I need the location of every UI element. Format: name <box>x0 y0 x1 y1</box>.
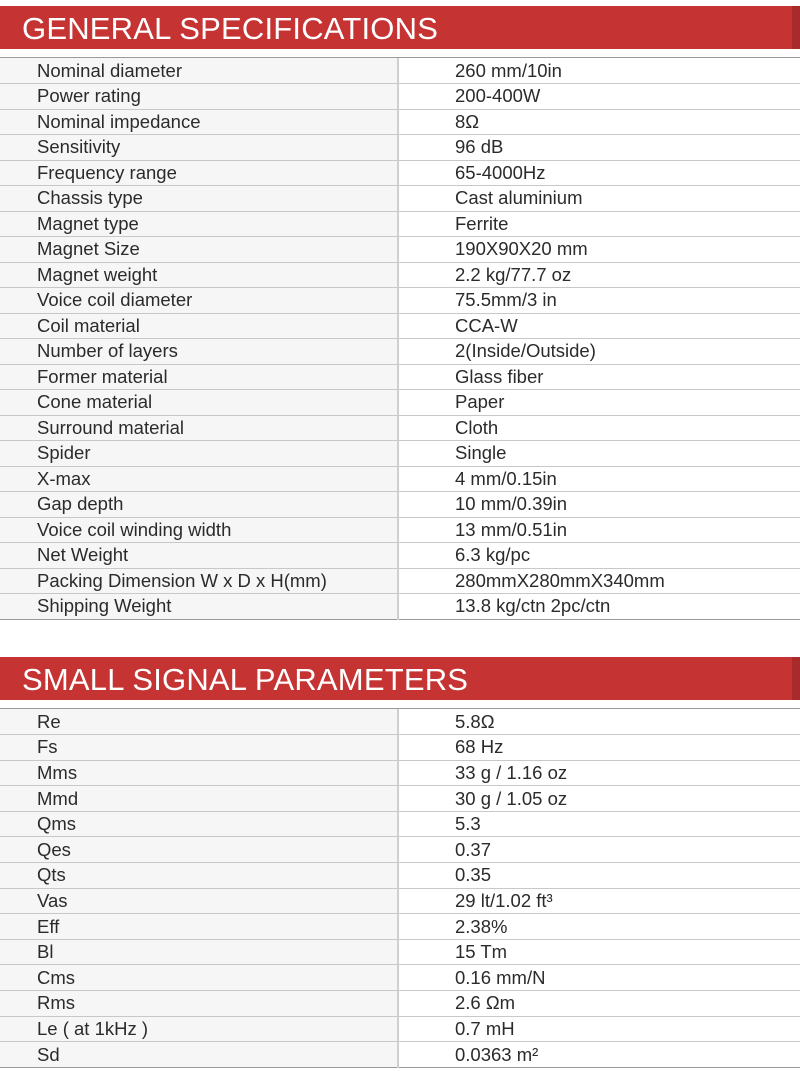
spec-label: Power rating <box>0 84 398 110</box>
spec-value: CCA-W <box>398 313 800 339</box>
spec-row <box>0 709 800 735</box>
spec-value: 2.6 Ωm <box>398 991 800 1017</box>
header-edge-shade <box>792 657 800 700</box>
spec-label: Mms <box>0 760 398 786</box>
spec-label: Chassis type <box>0 186 398 212</box>
spec-value: 280mmX280mmX340mm <box>398 568 800 594</box>
spec-value: 2(Inside/Outside) <box>398 339 800 365</box>
spec-row <box>0 415 800 441</box>
spec-label: Voice coil diameter <box>0 288 398 314</box>
spec-label: Re <box>0 709 398 735</box>
spec-label: Qts <box>0 863 398 889</box>
spec-value: Paper <box>398 390 800 416</box>
spec-row <box>0 914 800 940</box>
spec-row <box>0 313 800 339</box>
spec-row <box>0 1042 800 1068</box>
spec-label: X-max <box>0 466 398 492</box>
spec-value: 13.8 kg/ctn 2pc/ctn <box>398 594 800 620</box>
spec-label: Nominal diameter <box>0 58 398 84</box>
spec-value: Ferrite <box>398 211 800 237</box>
small-signal-parameters-header <box>0 657 800 700</box>
spec-value: 29 lt/1.02 ft³ <box>398 888 800 914</box>
spec-row <box>0 390 800 416</box>
spec-row <box>0 517 800 543</box>
spec-row <box>0 237 800 263</box>
spec-row <box>0 568 800 594</box>
spec-value: 10 mm/0.39in <box>398 492 800 518</box>
spec-label: Eff <box>0 914 398 940</box>
spec-value: Cloth <box>398 415 800 441</box>
spec-label: Number of layers <box>0 339 398 365</box>
spec-value: 30 g / 1.05 oz <box>398 786 800 812</box>
spec-value: 6.3 kg/pc <box>398 543 800 569</box>
spec-label: Mmd <box>0 786 398 812</box>
general-specifications-table <box>0 58 800 620</box>
spec-value: 4 mm/0.15in <box>398 466 800 492</box>
spec-value: 2.38% <box>398 914 800 940</box>
spec-value: 0.0363 m² <box>398 1042 800 1068</box>
spec-label: Qes <box>0 837 398 863</box>
spec-label: Le ( at 1kHz ) <box>0 1016 398 1042</box>
spec-row <box>0 211 800 237</box>
small-signal-parameters-section <box>0 657 800 709</box>
spec-label: Rms <box>0 991 398 1017</box>
spec-label: Surround material <box>0 415 398 441</box>
spec-value: 75.5mm/3 in <box>398 288 800 314</box>
spec-value: 0.37 <box>398 837 800 863</box>
spec-row <box>0 339 800 365</box>
spec-label: Packing Dimension W x D x H(mm) <box>0 568 398 594</box>
spec-label: Former material <box>0 364 398 390</box>
spec-row <box>0 888 800 914</box>
spec-value: 33 g / 1.16 oz <box>398 760 800 786</box>
spec-label: Magnet type <box>0 211 398 237</box>
spec-label: Bl <box>0 939 398 965</box>
spec-row <box>0 441 800 467</box>
spec-label: Fs <box>0 735 398 761</box>
spec-value: 0.35 <box>398 863 800 889</box>
spec-label: Magnet Size <box>0 237 398 263</box>
spec-row <box>0 109 800 135</box>
spec-row <box>0 186 800 212</box>
spec-row <box>0 84 800 110</box>
spec-row <box>0 543 800 569</box>
general-specifications-header <box>0 6 800 49</box>
spec-row <box>0 135 800 161</box>
header-divider <box>0 700 800 709</box>
spec-label: Vas <box>0 888 398 914</box>
small-signal-parameters-rows <box>0 709 800 1067</box>
spec-label: Voice coil winding width <box>0 517 398 543</box>
spec-label: Nominal impedance <box>0 109 398 135</box>
spec-row <box>0 288 800 314</box>
spec-row <box>0 58 800 84</box>
spec-row <box>0 364 800 390</box>
spec-label: Cms <box>0 965 398 991</box>
general-specifications-title: GENERAL SPECIFICATIONS <box>22 11 439 46</box>
spec-value: 15 Tm <box>398 939 800 965</box>
spec-value: 0.7 mH <box>398 1016 800 1042</box>
spec-value: 200-400W <box>398 84 800 110</box>
spec-row <box>0 939 800 965</box>
spec-value: 5.8Ω <box>398 709 800 735</box>
spec-row <box>0 863 800 889</box>
spec-value: Single <box>398 441 800 467</box>
spec-label: Sensitivity <box>0 135 398 161</box>
spec-value: Glass fiber <box>398 364 800 390</box>
spec-row <box>0 262 800 288</box>
spec-row <box>0 1016 800 1042</box>
small-signal-parameters-title: SMALL SIGNAL PARAMETERS <box>22 662 469 697</box>
spec-value: Cast aluminium <box>398 186 800 212</box>
general-specifications-section <box>0 6 800 58</box>
spec-row <box>0 965 800 991</box>
spec-row <box>0 991 800 1017</box>
spec-row <box>0 837 800 863</box>
spec-value: 260 mm/10in <box>398 58 800 84</box>
spec-label: Gap depth <box>0 492 398 518</box>
spec-row <box>0 492 800 518</box>
spec-value: 0.16 mm/N <box>398 965 800 991</box>
spec-label: Net Weight <box>0 543 398 569</box>
spec-label: Sd <box>0 1042 398 1068</box>
spec-row <box>0 160 800 186</box>
spec-row <box>0 466 800 492</box>
header-edge-shade <box>792 6 800 49</box>
spec-row <box>0 811 800 837</box>
spec-label: Coil material <box>0 313 398 339</box>
spec-label: Magnet weight <box>0 262 398 288</box>
spec-value: 2.2 kg/77.7 oz <box>398 262 800 288</box>
spec-row <box>0 594 800 620</box>
general-specifications-rows <box>0 58 800 619</box>
spec-label: Frequency range <box>0 160 398 186</box>
spec-value: 68 Hz <box>398 735 800 761</box>
spec-value: 13 mm/0.51in <box>398 517 800 543</box>
spec-value: 8Ω <box>398 109 800 135</box>
spec-row <box>0 786 800 812</box>
header-divider <box>0 49 800 58</box>
spec-value: 65-4000Hz <box>398 160 800 186</box>
spec-row <box>0 760 800 786</box>
spec-label: Spider <box>0 441 398 467</box>
spec-value: 96 dB <box>398 135 800 161</box>
spec-value: 190X90X20 mm <box>398 237 800 263</box>
spec-label: Qms <box>0 811 398 837</box>
spec-label: Shipping Weight <box>0 594 398 620</box>
spec-row <box>0 735 800 761</box>
spec-value: 5.3 <box>398 811 800 837</box>
small-signal-parameters-table <box>0 709 800 1068</box>
spec-label: Cone material <box>0 390 398 416</box>
